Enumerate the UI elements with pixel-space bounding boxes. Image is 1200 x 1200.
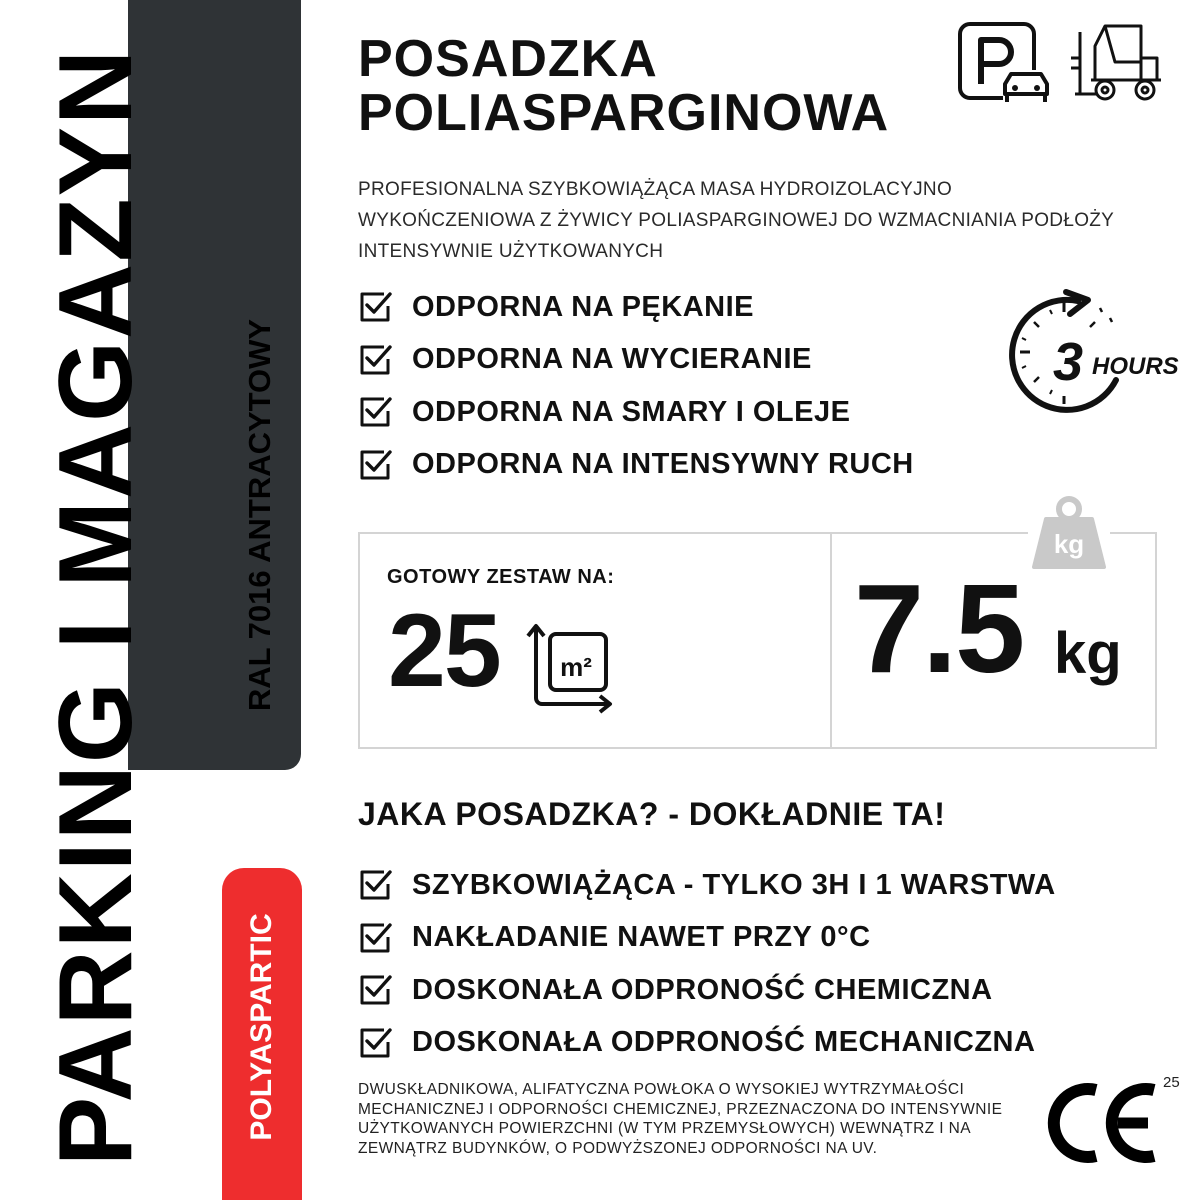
section-heading: JAKA POSADZKA? - DOKŁADNIE TA! bbox=[358, 796, 946, 832]
description-line2: WYKOŃCZENIOWA Z ŻYWICY POLIASPARGINOWEJ DO WZMACNIANIA PODŁOŻY bbox=[358, 210, 1115, 231]
coverage-label: GOTOWY ZESTAW NA: bbox=[387, 566, 615, 588]
checkbox-check-icon bbox=[358, 921, 392, 955]
area-icon bbox=[518, 626, 614, 722]
footer-line1: DWUSKŁADNIKOWA, ALIFATYCZNA POWŁOKA O WYSOKIEJ WYTRZYMAŁOŚCI bbox=[358, 1081, 965, 1098]
side-main-title: PARKING I MAGAZYN bbox=[38, 47, 154, 1167]
checkbox-check-icon bbox=[358, 1026, 392, 1060]
feature-item bbox=[358, 281, 914, 334]
forklift-icon bbox=[1071, 26, 1161, 99]
benefit-item bbox=[358, 1017, 1056, 1070]
product-description bbox=[358, 174, 1138, 267]
footer-line3: UŻYTKOWANYCH POWIERZCHNI (W TYM PRZEMYSŁOWYCH) WEWNĄTRZ I NA bbox=[358, 1120, 971, 1137]
feature-item bbox=[358, 439, 914, 492]
description-line1: PROFESIONALNA SZYBKOWIĄŻĄCA MASA HYDROIZOLACYJNO bbox=[358, 179, 953, 200]
features-list bbox=[358, 281, 914, 491]
side-color-name: RAL 7016 ANTRACYTOWY bbox=[242, 318, 277, 712]
feature-label: ODPORNA NA WYCIERANIE bbox=[412, 343, 812, 376]
checkbox-check-icon bbox=[358, 973, 392, 1007]
feature-item bbox=[358, 386, 914, 439]
benefit-item bbox=[358, 859, 1056, 912]
benefits-list bbox=[358, 859, 1056, 1069]
product-title-line2: POLIASPARGINOWA bbox=[358, 84, 890, 142]
checkbox-check-icon bbox=[358, 448, 392, 482]
side-technology-label: POLYASPARTIC bbox=[245, 913, 278, 1141]
feature-item bbox=[358, 334, 914, 387]
checkbox-check-icon bbox=[358, 395, 392, 429]
feature-label: ODPORNA NA INTENSYWNY RUCH bbox=[412, 448, 914, 481]
description-line3: INTENSYWNIE UŻYTKOWANYCH bbox=[358, 241, 664, 262]
coverage-box bbox=[358, 532, 832, 749]
weight-unit: kg bbox=[1054, 621, 1122, 686]
product-title-line1: POSADZKA bbox=[358, 30, 658, 88]
application-icons bbox=[955, 18, 1175, 108]
feature-label: ODPORNA NA PĘKANIE bbox=[412, 290, 754, 323]
footer-line4: ZEWNĄTRZ BUDYNKÓW, O PODWYŻSZONEJ ODPORNOŚCI NA UV. bbox=[358, 1139, 878, 1157]
product-title bbox=[358, 32, 889, 140]
timer-value: 3 bbox=[1052, 332, 1084, 392]
footer-line2: MECHANICZNEJ I ODPORNOŚCI CHEMICZNEJ, PRZEZNACZONA DO INTENSYWNIE bbox=[358, 1100, 1003, 1118]
benefit-label: DOSKONAŁA ODPRONOŚĆ CHEMICZNA bbox=[412, 973, 993, 1006]
checkbox-check-icon bbox=[358, 343, 392, 377]
parking-car-icon bbox=[955, 18, 1175, 108]
checkbox-check-icon bbox=[358, 868, 392, 902]
coverage-value: 25 bbox=[388, 593, 500, 709]
footer-description bbox=[358, 1080, 1018, 1158]
benefit-label: NAKŁADANIE NAWET PRZY 0°C bbox=[412, 921, 871, 954]
benefit-item bbox=[358, 964, 1056, 1017]
checkbox-check-icon bbox=[358, 290, 392, 324]
benefit-item bbox=[358, 912, 1056, 965]
weight-value: 7.5 bbox=[854, 558, 1024, 699]
weight-icon bbox=[1028, 493, 1110, 571]
benefit-label: DOSKONAŁA ODPRONOŚĆ MECHANICZNA bbox=[412, 1026, 1036, 1059]
benefit-label: SZYBKOWIĄŻĄCA - TYLKO 3H I 1 WARSTWA bbox=[412, 868, 1056, 901]
timer-unit: HOURS bbox=[1092, 353, 1179, 380]
coverage-unit: m² bbox=[560, 652, 592, 682]
ce-mark-icon bbox=[1048, 1078, 1160, 1168]
weight-icon-label: kg bbox=[1053, 529, 1085, 559]
timer-badge bbox=[1000, 288, 1179, 418]
certification-number: 25 bbox=[1163, 1074, 1180, 1091]
feature-label: ODPORNA NA SMARY I OLEJE bbox=[412, 395, 851, 428]
